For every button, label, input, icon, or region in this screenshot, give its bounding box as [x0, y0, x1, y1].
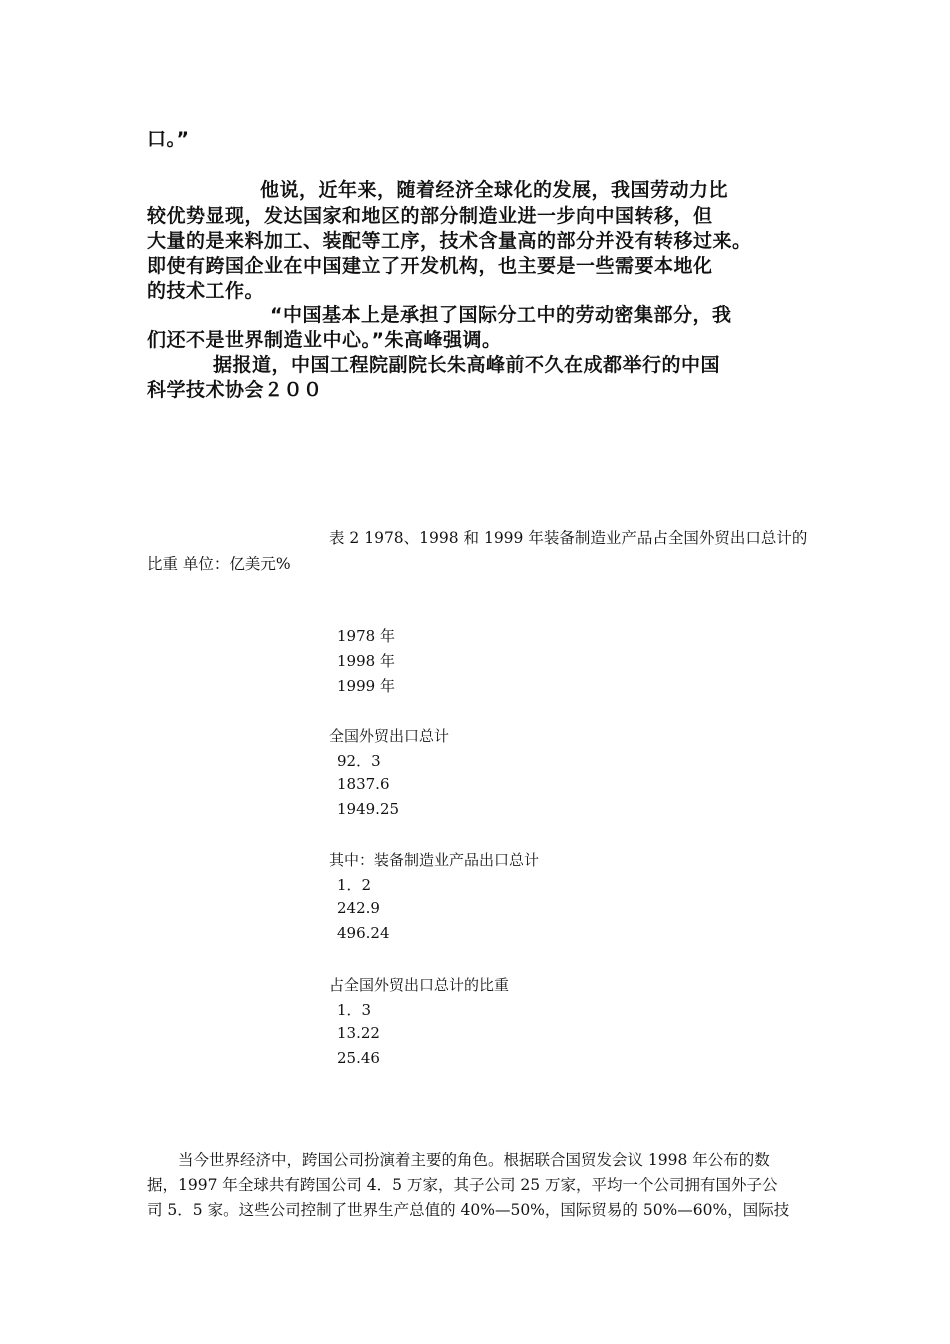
paragraph-line: 的技术工作。: [147, 280, 265, 302]
table-cell: 13.22: [337, 1024, 380, 1042]
table-year-header: 1978 年: [337, 627, 395, 645]
paragraph-line: 据报道，中国工程院副院长朱高峰前不久在成都举行的中国: [213, 354, 721, 376]
table-caption: 表 2 1978、1998 和 1999 年装备制造业产品占全国外贸出口总计的: [329, 529, 808, 547]
table-cell: 25.46: [337, 1049, 380, 1067]
paragraph-line: 司 5．5 家。这些公司控制了世界生产总值的 40%—50%，国际贸易的 50%—60%，国际技: [147, 1201, 790, 1219]
table-row-label: 全国外贸出口总计: [329, 727, 450, 745]
paragraph-line: 科学技术协会２００: [147, 379, 323, 401]
paragraph-line: “中国基本上是承担了国际分工中的劳动密集部分，我: [270, 304, 732, 326]
paragraph-line: 口。”: [147, 128, 190, 150]
paragraph-line: 们还不是世界制造业中心。”朱高峰强调。: [147, 329, 502, 351]
table-cell: 1837.6: [337, 775, 390, 793]
paragraph-line: 大量的是来料加工、装配等工序，技术含量高的部分并没有转移过来。: [147, 230, 752, 252]
paragraph-line: 据，1997 年全球共有跨国公司 4．5 万家，其子公司 25 万家，平均一个公司拥有国外子公: [147, 1176, 778, 1194]
paragraph-line: 较优势显现，发达国家和地区的部分制造业进一步向中国转移，但: [147, 205, 713, 227]
table-cell: 496.24: [337, 924, 390, 942]
paragraph-line: 他说，近年来，随着经济全球化的发展，我国劳动力比: [260, 179, 729, 201]
table-cell: 242.9: [337, 899, 380, 917]
table-caption-unit: 比重 单位：亿美元%: [147, 555, 291, 573]
table-cell: 92．3: [337, 752, 381, 770]
paragraph-line: 当今世界经济中，跨国公司扮演着主要的角色。根据联合国贸发会议 1998 年公布的数: [178, 1151, 770, 1169]
paragraph-line: 即使有跨国企业在中国建立了开发机构，也主要是一些需要本地化: [147, 255, 713, 277]
table-cell: 1．2: [337, 876, 372, 894]
table-year-header: 1999 年: [337, 677, 395, 695]
table-cell: 1．3: [337, 1001, 372, 1019]
table-row-label: 占全国外贸出口总计的比重: [329, 976, 510, 994]
table-row-label: 其中：装备制造业产品出口总计: [329, 851, 540, 869]
table-year-header: 1998 年: [337, 652, 395, 670]
table-cell: 1949.25: [337, 800, 400, 818]
